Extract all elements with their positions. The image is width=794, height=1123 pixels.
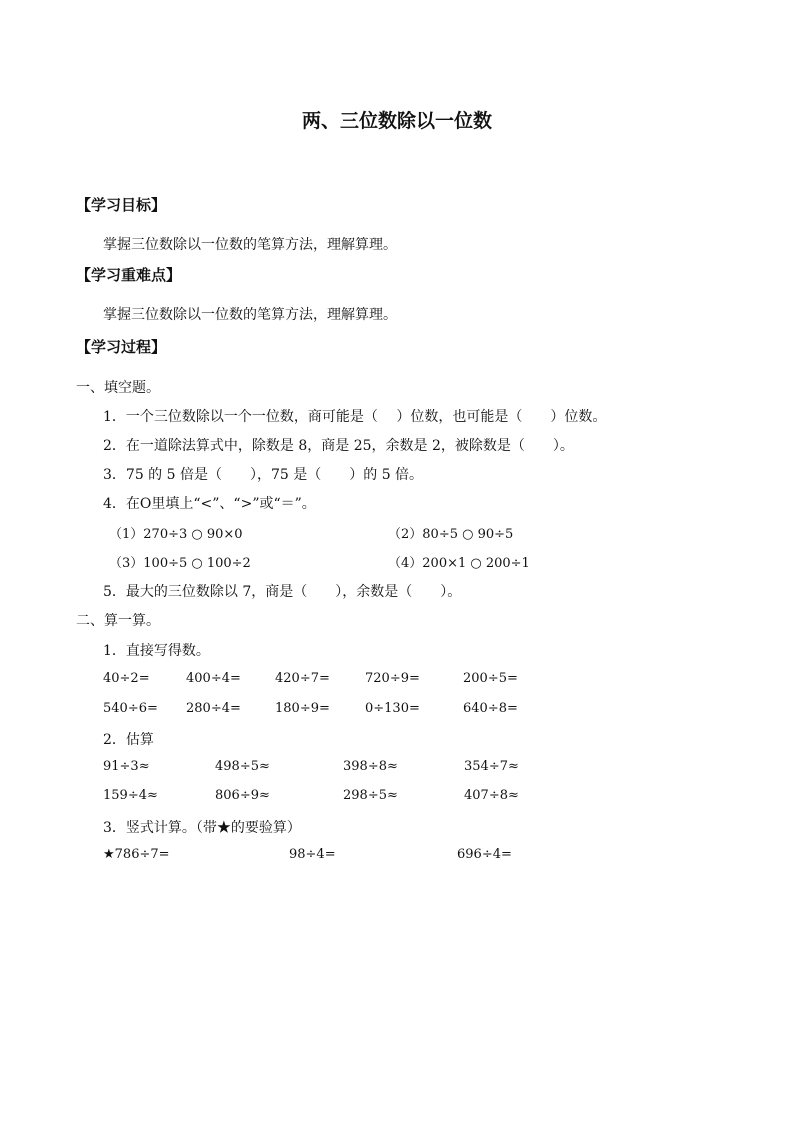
estimate-item: 159÷4≈	[103, 788, 158, 803]
direct-item: 40÷2=	[103, 671, 150, 686]
compare-item: （4）200×1 ○ 200÷1	[388, 556, 530, 571]
compare-item: （1）270÷3 ○ 90×0	[109, 527, 243, 542]
goal-heading: 【学习目标】	[76, 196, 167, 214]
direct-item: 400÷4=	[186, 671, 241, 686]
direct-item: 640÷8=	[463, 701, 518, 716]
direct-item: 280÷4=	[186, 701, 241, 716]
estimate-item: 91÷3≈	[103, 759, 150, 774]
question-5: 5．最大的三位数除以 7，商是（ ），余数是（ ）。	[103, 584, 462, 600]
vertical-item: 696÷4=	[457, 847, 512, 862]
estimate-item: 806÷9≈	[215, 788, 270, 803]
question-3: 3．75 的 5 倍是（ ），75 是（ ）的 5 倍。	[103, 467, 424, 483]
direct-item: 720÷9=	[365, 671, 420, 686]
question-4: 4．在O里填上“<”、“>”或“＝”。	[103, 496, 316, 512]
part1-heading: 一、填空题。	[76, 380, 160, 396]
compare-item: （2）80÷5 ○ 90÷5	[388, 527, 514, 542]
direct-item: 540÷6=	[103, 701, 158, 716]
sub1-heading: 1．直接写得数。	[103, 643, 210, 659]
goal-text: 掌握三位数除以一位数的笔算方法，理解算理。	[103, 237, 397, 253]
page-title: 两、三位数除以一位数	[301, 110, 492, 132]
vertical-item: ★786÷7=	[103, 847, 170, 862]
sub2-heading: 2．估算	[103, 732, 154, 748]
direct-item: 200÷5=	[463, 671, 518, 686]
compare-item: （3）100÷5 ○ 100÷2	[109, 556, 251, 571]
part2-heading: 二、算一算。	[76, 613, 160, 629]
estimate-item: 407÷8≈	[464, 788, 519, 803]
estimate-item: 354÷7≈	[464, 759, 519, 774]
estimate-item: 398÷8≈	[343, 759, 398, 774]
direct-item: 420÷7=	[275, 671, 330, 686]
sub3-heading: 3．竖式计算。（带★的要验算）	[103, 820, 301, 836]
question-2: 2．在一道除法算式中，除数是 8，商是 25，余数是 2，被除数是（ ）。	[103, 438, 574, 454]
vertical-item: 98÷4=	[289, 847, 336, 862]
direct-item: 0÷130=	[365, 701, 420, 716]
key-heading: 【学习重难点】	[76, 266, 182, 284]
estimate-item: 298÷5≈	[343, 788, 398, 803]
question-1: 1．一个三位数除以一个一位数，商可能是（ ）位数，也可能是（ ）位数。	[103, 409, 607, 425]
process-heading: 【学习过程】	[76, 338, 167, 356]
estimate-item: 498÷5≈	[215, 759, 270, 774]
key-text: 掌握三位数除以一位数的笔算方法，理解算理。	[103, 307, 397, 323]
direct-item: 180÷9=	[275, 701, 330, 716]
